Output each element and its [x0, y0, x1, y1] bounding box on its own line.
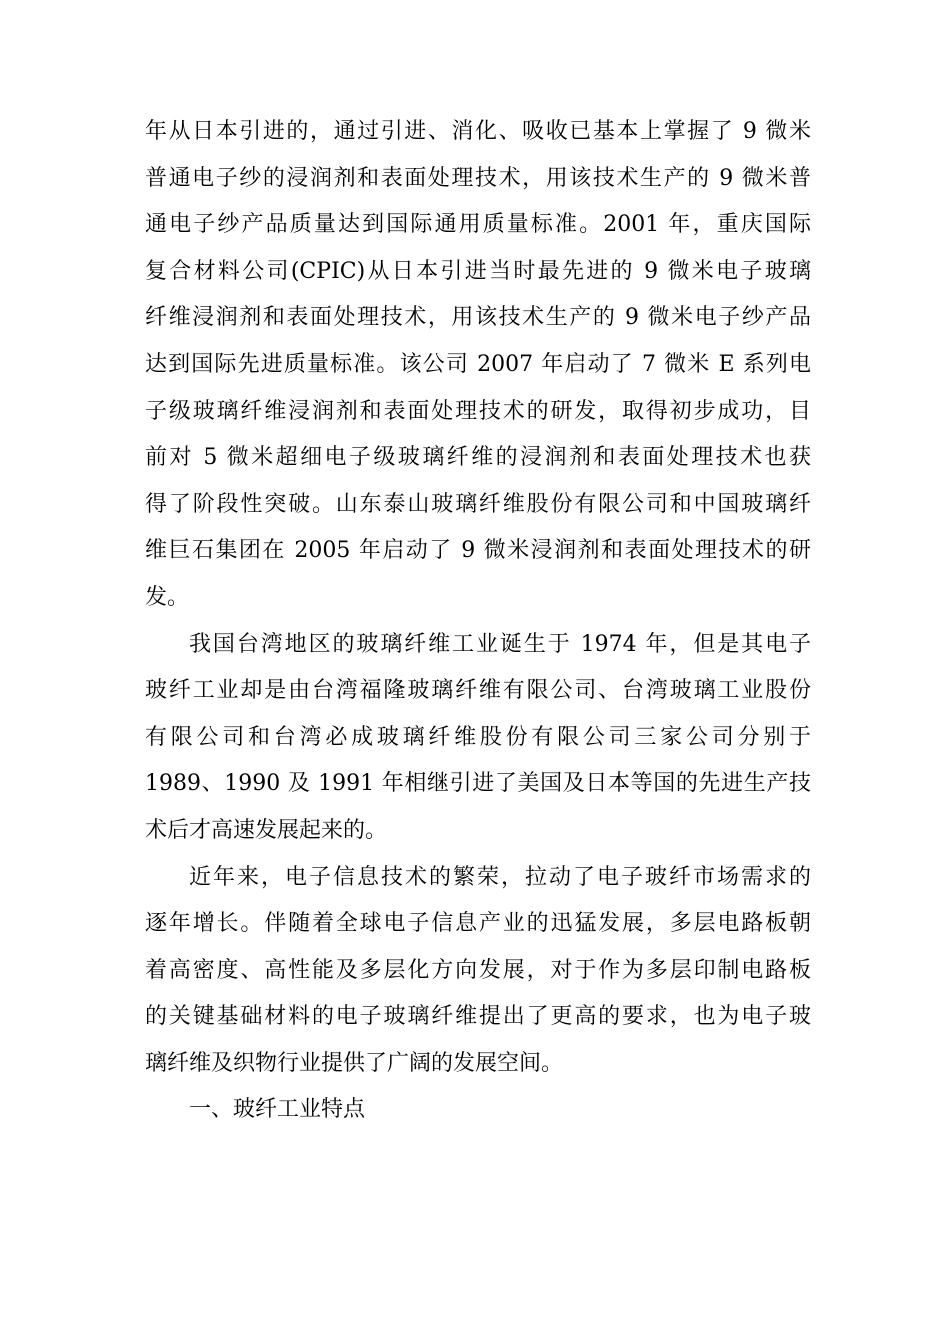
text-line: 达到国际先进质量标准。该公司 2007 年启动了 7 微米 E 系列电	[145, 351, 811, 377]
text-line: 前对 5 微米超细电子级玻璃纤维的浸润剂和表面处理技术也获	[145, 445, 811, 471]
text-line: 我国台湾地区的玻璃纤维工业诞生于 1974 年，但是其电子	[189, 631, 811, 657]
text-line: 发。	[145, 584, 190, 610]
text-line: 纤维浸润剂和表面处理技术，用该技术生产的 9 微米电子纱产品	[145, 305, 811, 331]
text-line: 有限公司和台湾必成玻璃纤维股份有限公司三家公司分别于	[145, 724, 811, 750]
text-line: 术后才高速发展起来的。	[145, 817, 388, 843]
text-line: 得了阶段性突破。山东泰山玻璃纤维股份有限公司和中国玻璃纤	[145, 491, 811, 517]
body-text	[145, 109, 811, 1134]
text-line: 1989、1990 及 1991 年相继引进了美国及日本等国的先进生产技	[145, 771, 811, 797]
text-line: 玻纤工业却是由台湾福隆玻璃纤维有限公司、台湾玻璃工业股份	[145, 678, 811, 704]
text-line: 子级玻璃纤维浸润剂和表面处理技术的研发，取得初步成功，目	[145, 398, 811, 424]
text-line: 复合材料公司(CPIC)从日本引进当时最先进的 9 微米电子玻璃	[145, 258, 811, 284]
text-line: 年从日本引进的，通过引进、消化、吸收已基本上掌握了 9 微米	[145, 119, 811, 144]
text-line: 通电子纱产品质量达到国际通用质量标准。2001 年，重庆国际	[145, 212, 811, 238]
paragraph-2	[145, 622, 811, 855]
paragraph-1	[145, 109, 811, 622]
text-line: 着高密度、高性能及多层化方向发展，对于作为多层印制电路板	[145, 957, 811, 983]
text-line: 维巨石集团在 2005 年启动了 9 微米浸润剂和表面处理技术的研	[145, 538, 811, 564]
text-line: 的关键基础材料的电子玻璃纤维提出了更高的要求，也为电子玻	[145, 1004, 811, 1030]
text-line: 近年来，电子信息技术的繁荣，拉动了电子玻纤市场需求的	[189, 864, 811, 890]
section-heading: 一、玻纤工业特点	[189, 1097, 366, 1123]
text-line: 璃纤维及织物行业提供了广阔的发展空间。	[145, 1050, 564, 1076]
text-line: 普通电子纱的浸润剂和表面处理技术，用该技术生产的 9 微米普	[145, 165, 811, 191]
paragraph-3	[145, 855, 811, 1088]
text-line: 逐年增长。伴随着全球电子信息产业的迅猛发展，多层电路板朝	[145, 911, 811, 937]
